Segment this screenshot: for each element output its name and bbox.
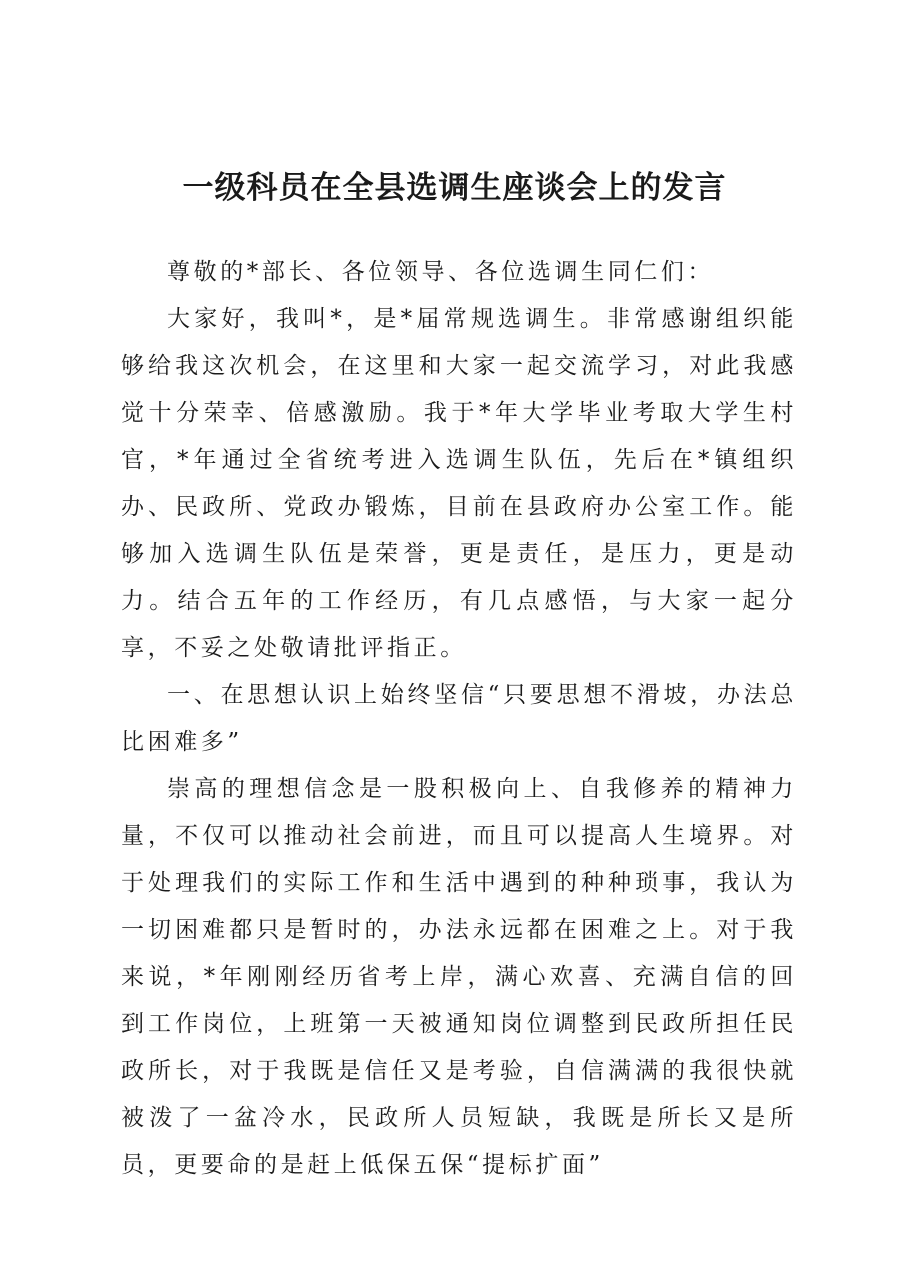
document-title: 一级科员在全县选调生座谈会上的发言 [182, 170, 727, 206]
intro-paragraph: 大家好，我叫*，是*届常规选调生。非常感谢组织能够给我这次机会，在这里和大家一起交流学习，对此我感觉十分荣幸、倍感激励。我于*年大学毕业考取大学生村官，*年通过全省统考进入选调生队伍，先后在*镇组织办、民政所、党政办锻炼，目前在县政府办公室工作。能够加入选调生队伍是荣誉，更是责任，是压力，更是动力。结合五年的工作经历，有几点感悟，与大家一起分享，不妥之处敬请批评指正。 [121, 306, 797, 661]
salutation-paragraph: 尊敬的*部长、各位领导、各位选调生同仁们： [167, 259, 715, 285]
section-heading-1: 一、在思想认识上始终坚信“只要思想不滑坡，办法总比困难多” [121, 682, 797, 755]
document-body [121, 249, 797, 1189]
section-1-paragraph: 崇高的理想信念是一股积极向上、自我修养的精神力量，不仅可以推动社会前进，而且可以提高人生境界。对于处理我们的实际工作和生活中遇到的种种琐事，我认为一切困难都只是暂时的，办法永远都在困难之上。对于我来说，*年刚刚经历省考上岸，满心欢喜、充满自信的回到工作岗位，上班第一天被通知岗位调整到民政所担任民政所长，对于我既是信任又是考验，自信满满的我很快就被泼了一盆冷水，民政所人员短缺，我既是所长又是所员，更要命的是赶上低保五保“提标扩面” [121, 776, 797, 1178]
